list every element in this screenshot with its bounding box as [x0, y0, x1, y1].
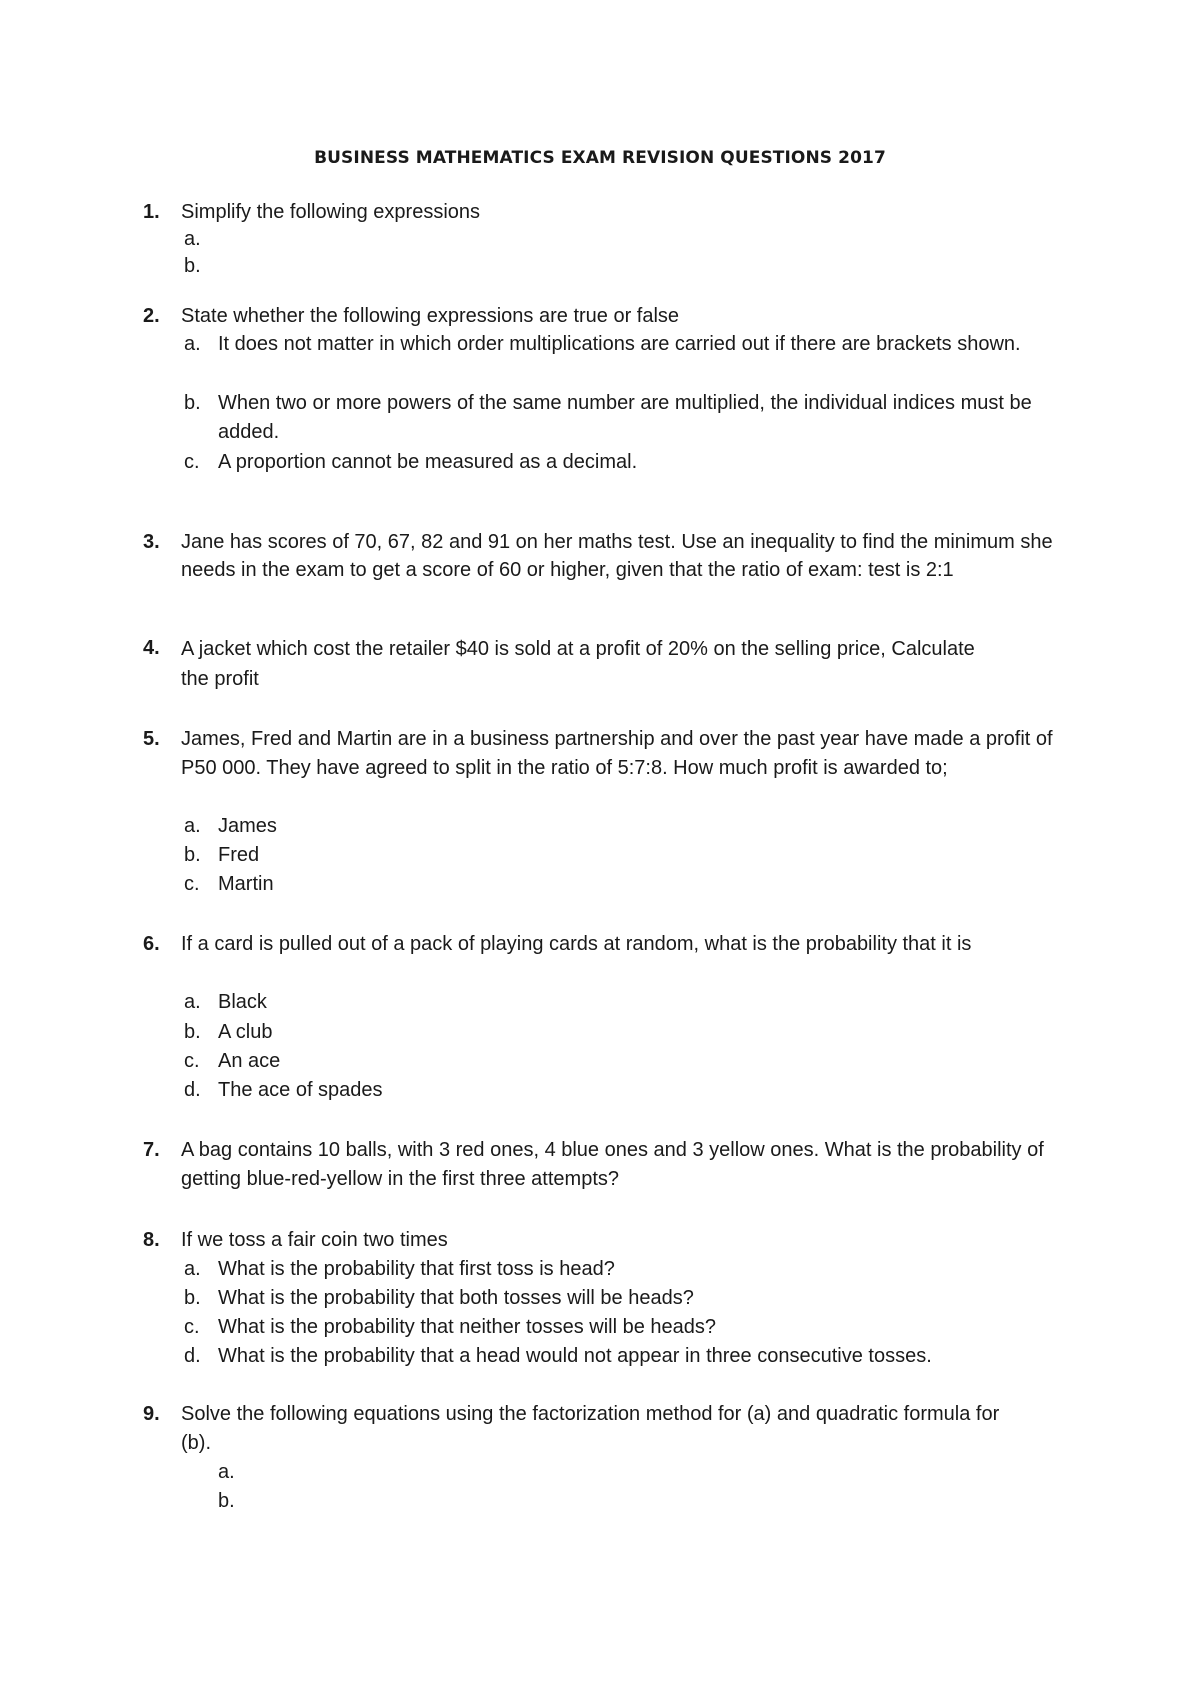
sub-question-label: a. — [184, 1258, 201, 1280]
question-number: 5. — [143, 728, 160, 750]
sub-question-text: What is the probability that neither tosses will be heads? — [218, 1316, 717, 1338]
sub-question-label: c. — [184, 873, 200, 895]
sub-question-label: a. — [184, 991, 201, 1013]
sub-question-text: Martin — [218, 873, 274, 895]
question-text: State whether the following expressions are true or false — [181, 305, 680, 327]
sub-question-text: James — [218, 815, 277, 837]
question-number: 7. — [143, 1139, 160, 1161]
sub-question-label: d. — [184, 1345, 201, 1367]
sub-question-label: b. — [184, 392, 201, 414]
question-text: Simplify the following expressions — [181, 201, 481, 223]
question-number: 4. — [143, 637, 160, 659]
question-text: Solve the following equations using the factorization method for (a) and quadratic formula for (b). — [181, 1403, 1000, 1454]
sub-question-label: c. — [184, 451, 200, 473]
question-number: 2. — [143, 305, 160, 327]
sub-question-label: b. — [184, 255, 201, 277]
sub-question-text: It does not matter in which order multiplications are carried out if there are brackets shown. — [218, 333, 1021, 355]
question-text: A jacket which cost the retailer $40 is sold at a profit of 20% on the selling price, Calculate the profit — [181, 638, 975, 690]
sub-question-label: b. — [184, 844, 201, 866]
sub-question-text: What is the probability that a head would not appear in three consecutive tosses. — [218, 1345, 932, 1367]
sub-question-text: What is the probability that both tosses will be heads? — [218, 1287, 694, 1309]
sub-question-label: a. — [184, 815, 201, 837]
question-number: 3. — [143, 531, 160, 553]
question-number: 6. — [143, 933, 160, 955]
sub-question-label: a. — [218, 1461, 235, 1483]
question-number: 8. — [143, 1229, 160, 1251]
question-text: James, Fred and Martin are in a business partnership and over the past year have made a profit of P50 000. They have agreed to split in the ratio of 5:7:8. How much profit is awarded to; — [181, 728, 1053, 779]
question-number: 1. — [143, 201, 160, 223]
sub-question-label: a. — [184, 228, 201, 250]
sub-question-label: b. — [218, 1490, 235, 1512]
sub-question-text: Black — [218, 991, 267, 1013]
sub-question-label: a. — [184, 333, 201, 355]
sub-question-label: c. — [184, 1316, 200, 1338]
question-text: If a card is pulled out of a pack of playing cards at random, what is the probability that it is — [181, 933, 972, 955]
sub-question-text: A proportion cannot be measured as a decimal. — [218, 451, 638, 473]
question-text: If we toss a fair coin two times — [181, 1229, 448, 1251]
sub-question-text: What is the probability that first toss is head? — [218, 1258, 615, 1280]
question-text: A bag contains 10 balls, with 3 red ones, 4 blue ones and 3 yellow ones. What is the probability of getting blue-red-yellow in the first three attempts? — [181, 1139, 1044, 1190]
sub-question-text: The ace of spades — [218, 1079, 383, 1101]
sub-question-text: An ace — [218, 1050, 281, 1072]
page-title: BUSINESS MATHEMATICS EXAM REVISION QUESTIONS 2017 — [314, 148, 886, 168]
sub-question-label: b. — [184, 1287, 201, 1309]
question-number: 9. — [143, 1403, 160, 1425]
sub-question-label: b. — [184, 1021, 201, 1043]
sub-question-text: Fred — [218, 844, 260, 866]
sub-question-text: A club — [218, 1021, 273, 1043]
sub-question-label: c. — [184, 1050, 200, 1072]
sub-question-text: When two or more powers of the same number are multiplied, the individual indices must be added. — [218, 392, 1032, 443]
sub-question-label: d. — [184, 1079, 201, 1101]
question-text: Jane has scores of 70, 67, 82 and 91 on her maths test. Use an inequality to find the minimum she needs in the exam to get a score of 60 or higher, given that the ratio of exam: test is 2:1 — [181, 531, 1053, 581]
